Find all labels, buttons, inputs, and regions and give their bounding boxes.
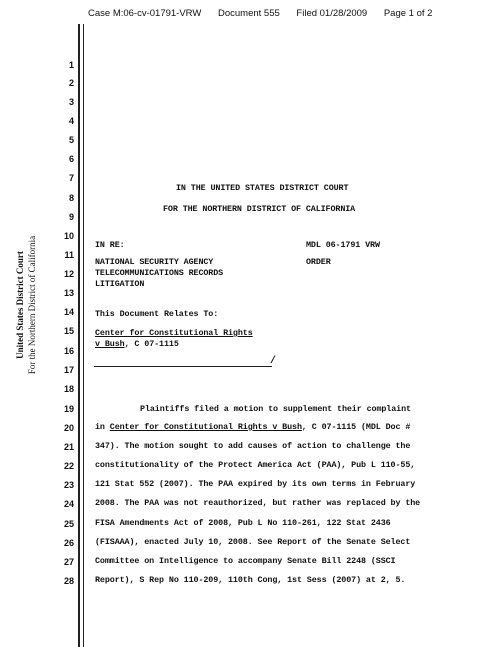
- margin-rule-right: [83, 24, 84, 647]
- body-line-25: FISA Amendments Act of 2008, Pub L No 110-261, 122 Stat 2436: [95, 518, 391, 528]
- document-number: Document 555: [217, 8, 280, 19]
- line-number: 23: [63, 480, 74, 490]
- caption-rule-end: /: [270, 356, 277, 367]
- line-number: 13: [63, 288, 74, 298]
- line-number: 6: [68, 154, 74, 164]
- court-title-line2: FOR THE NORTHERN DISTRICT OF CALIFORNIA: [163, 204, 356, 214]
- order-label: ORDER: [306, 257, 331, 267]
- in-re: IN RE:: [95, 240, 125, 250]
- margin-rule-left: [78, 24, 80, 647]
- mdl-number: MDL 06-1791 VRW: [306, 240, 380, 250]
- court-title-line1: IN THE UNITED STATES DISTRICT COURT: [176, 183, 349, 193]
- line-number: 27: [63, 557, 74, 567]
- line-number: 7: [68, 173, 74, 183]
- body-line-22: constitutionality of the Protect America Act (PAA), Pub L 110-55,: [95, 460, 416, 470]
- body-line-24: 2008. The PAA was not reauthorized, but rather was replaced by the: [95, 498, 421, 508]
- body-line-19: Plaintiffs filed a motion to supplement their complaint: [140, 404, 411, 414]
- body-line-28: Report), S Rep No 110-209, 110th Cong, 1st Sess (2007) at 2, 5.: [95, 575, 406, 585]
- line-number: 4: [68, 116, 74, 126]
- relates-to: This Document Relates To:: [95, 309, 219, 319]
- body-line-20a: in: [95, 422, 110, 432]
- body-line-20c: , C 07-1115 (MDL Doc #: [301, 422, 411, 432]
- line-number: 14: [63, 307, 74, 317]
- line-number: 5: [68, 135, 74, 145]
- body-line-27: Committee on Intelligence to accompany Senate Bill 2248 (SSCI: [95, 556, 396, 566]
- line-number: 3: [68, 97, 74, 107]
- line-number: 1: [68, 60, 74, 70]
- party-line3: LITIGATION: [95, 279, 145, 289]
- line-number: 10: [63, 231, 74, 241]
- page-indicator: Page 1 of 2: [383, 8, 433, 19]
- line-number: 8: [68, 193, 74, 203]
- body-line-20-case: Center for Constitutional Rights v Bush: [109, 422, 302, 432]
- filed-date: Filed 01/28/2009: [296, 8, 368, 19]
- sidebar-court: United States District Court: [15, 251, 25, 359]
- related-case-number: , C 07-1115: [124, 339, 179, 349]
- line-number: 15: [63, 326, 74, 336]
- party-line2: TELECOMMUNICATIONS RECORDS: [95, 268, 224, 278]
- line-number: 11: [64, 250, 74, 260]
- line-number: 19: [63, 404, 74, 414]
- related-case-vbush: v Bush: [95, 339, 125, 349]
- party-line1: NATIONAL SECURITY AGENCY: [95, 257, 214, 267]
- line-number: 26: [63, 538, 74, 548]
- line-number: 2: [68, 78, 74, 88]
- related-case-line2: [95, 339, 179, 349]
- body-line-20: [95, 422, 410, 432]
- body-line-23: 121 Stat 552 (2007). The PAA expired by its own terms in February: [95, 479, 416, 489]
- document-header: [88, 8, 488, 19]
- line-number: 9: [68, 212, 74, 222]
- line-number: 12: [63, 269, 74, 279]
- line-number: 21: [63, 442, 74, 452]
- line-number: 28: [63, 576, 74, 586]
- related-case-line1: Center for Constitutional Rights: [95, 328, 253, 338]
- line-number: 20: [63, 423, 74, 433]
- line-number: 25: [63, 519, 74, 529]
- body-line-21: 347). The motion sought to add causes of action to challenge the: [95, 441, 411, 451]
- sidebar-district: For the Northern District of California: [27, 235, 37, 375]
- line-number: 22: [63, 461, 74, 471]
- line-number: 16: [63, 346, 74, 356]
- line-number: 24: [63, 499, 74, 509]
- line-number: 17: [63, 365, 74, 375]
- caption-rule: [94, 366, 272, 367]
- body-line-26: (FISAAA), enacted July 10, 2008. See Report of the Senate Select: [95, 537, 411, 547]
- line-number: 18: [63, 384, 74, 394]
- case-number: Case M:06-cv-01791-VRW: [88, 8, 202, 19]
